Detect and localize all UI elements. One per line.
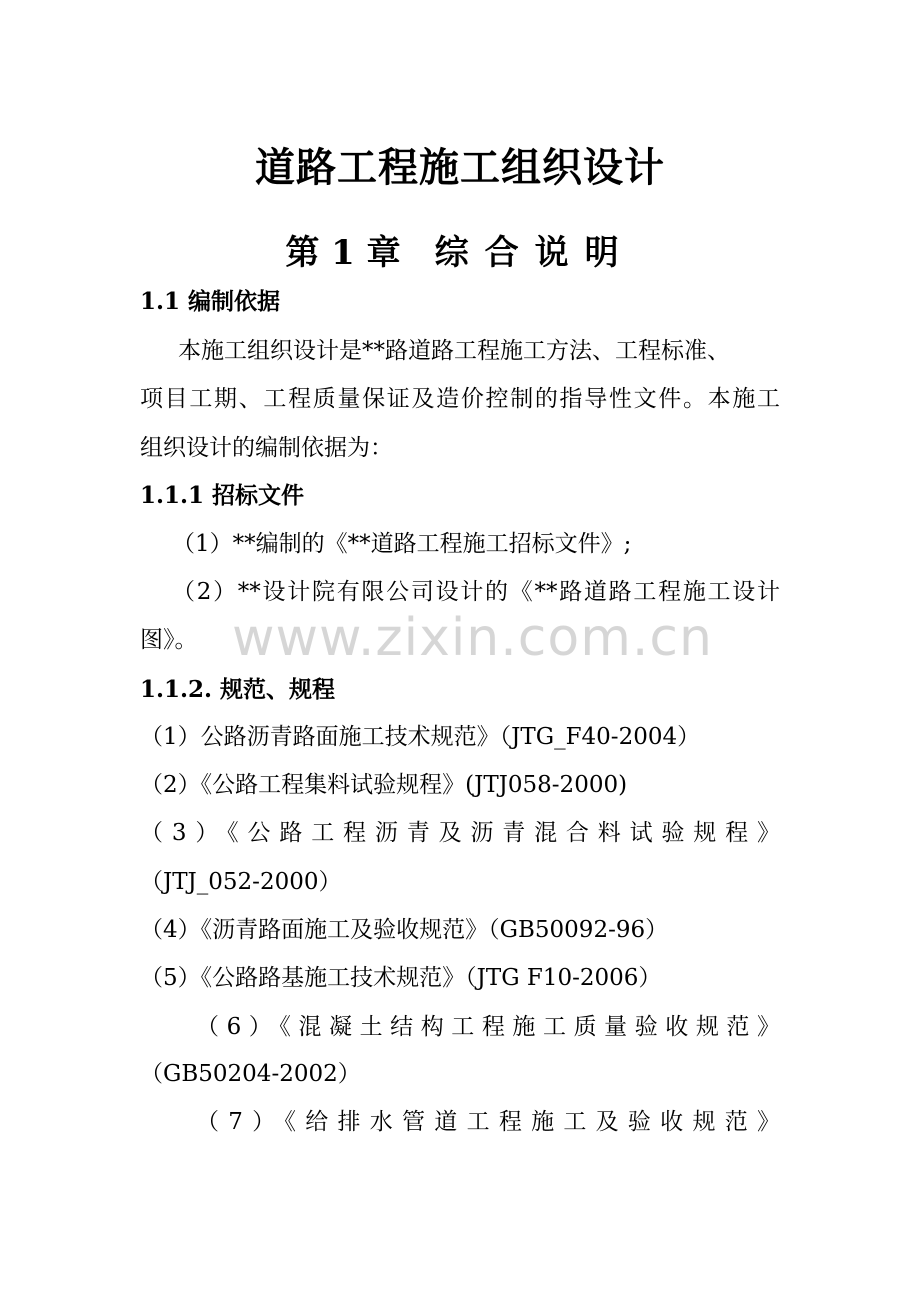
intro-line-2: 项目工期、工程质量保证及造价控制的指导性文件。本施工 [140, 386, 780, 412]
standard-item-7: （7）《给排水管道工程施工及验收规范》 [196, 1109, 780, 1135]
tender-item-1: （1）**编制的《**道路工程施工招标文件》; [172, 531, 632, 557]
section-heading-1-1-1: 1.1.1 招标文件 [140, 482, 305, 509]
intro-line-1: 本施工组织设计是**路道路工程施工方法、工程标准、 [178, 338, 730, 364]
standard-item-6: （6）《混凝土结构工程施工质量验收规范》 [196, 1014, 780, 1040]
document-title: 道路工程施工组织设计 [255, 144, 665, 191]
tender-item-2-cont: 图》。 [140, 627, 198, 653]
chapter-name: 综合说明 [434, 233, 635, 273]
watermark: www.zixin.com.cn [232, 608, 713, 668]
chapter-heading [0, 233, 920, 273]
tender-item-2: （2）**设计院有限公司设计的《**路道路工程施工设计 [172, 579, 780, 605]
standard-item-3: （3）《公路工程沥青及沥青混合料试验规程》 [140, 820, 780, 846]
chapter-number: 第 1 章 [285, 233, 401, 273]
standard-item-1: （1）公路沥青路面施工技术规范》（JTG_F40-2004） [140, 724, 701, 750]
standard-item-4: （4）《沥青路面施工及验收规范》（GB50092-96） [140, 917, 669, 943]
standard-item-6-cont: （GB50204-2002） [140, 1061, 361, 1087]
section-heading-1-1: 1.1 编制依据 [140, 288, 281, 315]
standard-item-3-cont: （JTJ_052-2000） [140, 869, 342, 895]
section-heading-1-1-2: 1.1.2. 规范、规程 [140, 676, 336, 703]
standard-item-2: （2）《公路工程集料试验规程》(JTJ058-2000) [140, 772, 628, 798]
intro-line-3: 组织设计的编制依据为： [140, 435, 393, 461]
standard-item-5: （5）《公路路基施工技术规范》（JTG F10-2006） [140, 965, 662, 991]
